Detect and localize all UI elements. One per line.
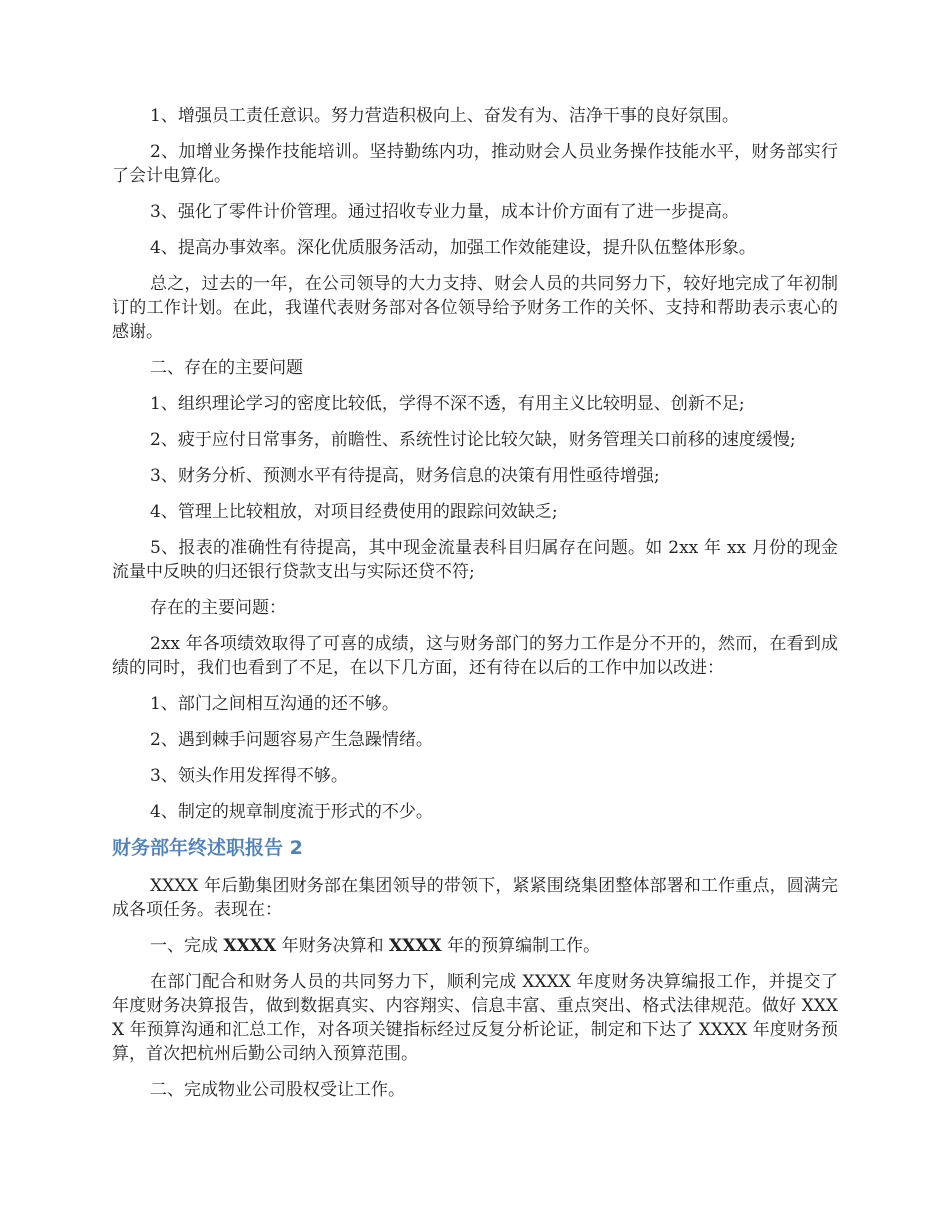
paragraph: 2、疲于应付日常事务，前瞻性、系统性讨论比较欠缺，财务管理关口前移的速度缓慢; (150, 430, 796, 450)
paragraph: 2、加增业务操作技能培训。坚持勤练内功，推动财会人员业务操作技能水平，财务部实行了会计电算化。 (112, 142, 838, 186)
document-page (112, 104, 838, 1114)
item1-prefix: 一、完成 (150, 936, 224, 956)
paragraph: 3、领头作用发挥得不够。 (150, 766, 348, 786)
paragraph: 5、报表的准确性有待提高，其中现金流量表科目归属存在问题。如 2xx 年 xx 月份的现金流量中反映的归还银行贷款支出与实际还贷不符; (112, 538, 838, 582)
paragraph: 4、管理上比较粗放，对项目经费使用的跟踪问效缺乏; (150, 502, 558, 522)
paragraph: 2、遇到棘手问题容易产生急躁情绪。 (150, 730, 433, 750)
paragraph-item-1 (112, 934, 838, 958)
section-heading: 财务部年终述职报告 2 (112, 837, 303, 859)
paragraph: 3、强化了零件计价管理。通过招收专业力量，成本计价方面有了进一步提高。 (150, 202, 739, 222)
item1-suffix: 年的预算编制工作。 (441, 936, 601, 956)
paragraph: 总之，过去的一年，在公司领导的大力支持、财会人员的共同努力下，较好地完成了年初制订的工作计划。在此，我谨代表财务部对各位领导给予财务工作的关怀、支持和帮助表示衷心的感谢。 (112, 274, 838, 342)
paragraph: XXXX 年后勤集团财务部在集团领导的带领下，紧紧围绕集团整体部署和工作重点，圆满完成各项任务。表现在： (112, 876, 838, 920)
paragraph: 4、提高办事效率。深化优质服务活动，加强工作效能建设，提升队伍整体形象。 (150, 238, 756, 258)
paragraph: 存在的主要问题： (150, 598, 286, 618)
item1-mid: 年财务决算和 (276, 936, 389, 956)
paragraph: 在部门配合和财务人员的共同努力下，顺利完成 XXXX 年度财务决算编报工作，并提交了年度财务决算报告，做到数据真实、内容翔实、信息丰富、重点突出、格式法律规范。做好 XXXX 年预算沟通和汇总工作，对各项关键指标经过反复分析论证，制定和下达了 XXXX 年度财务预算，首次把杭州后勤公司纳入预算范围。 (112, 972, 838, 1064)
paragraph: 1、增强员工责任意识。努力营造积极向上、奋发有为、洁净干事的良好氛围。 (150, 106, 739, 126)
paragraph: 1、组织理论学习的密度比较低，学得不深不透，有用主义比较明显、创新不足; (150, 394, 745, 414)
item1-year-2: XXXX (388, 936, 442, 956)
paragraph: 4、制定的规章制度流于形式的不少。 (150, 802, 433, 822)
paragraph: 2xx 年各项绩效取得了可喜的成绩，这与财务部门的努力工作是分不开的，然而，在看到成绩的同时，我们也看到了不足，在以下几方面，还有待在以后的工作中加以改进： (112, 634, 838, 678)
paragraph: 1、部门之间相互沟通的还不够。 (150, 694, 399, 714)
item1-year-1: XXXX (223, 936, 277, 956)
paragraph: 二、完成物业公司股权受让工作。 (150, 1080, 405, 1100)
paragraph: 3、财务分析、预测水平有待提高，财务信息的决策有用性亟待增强; (150, 466, 660, 486)
section-subheading: 二、存在的主要问题 (150, 358, 303, 378)
